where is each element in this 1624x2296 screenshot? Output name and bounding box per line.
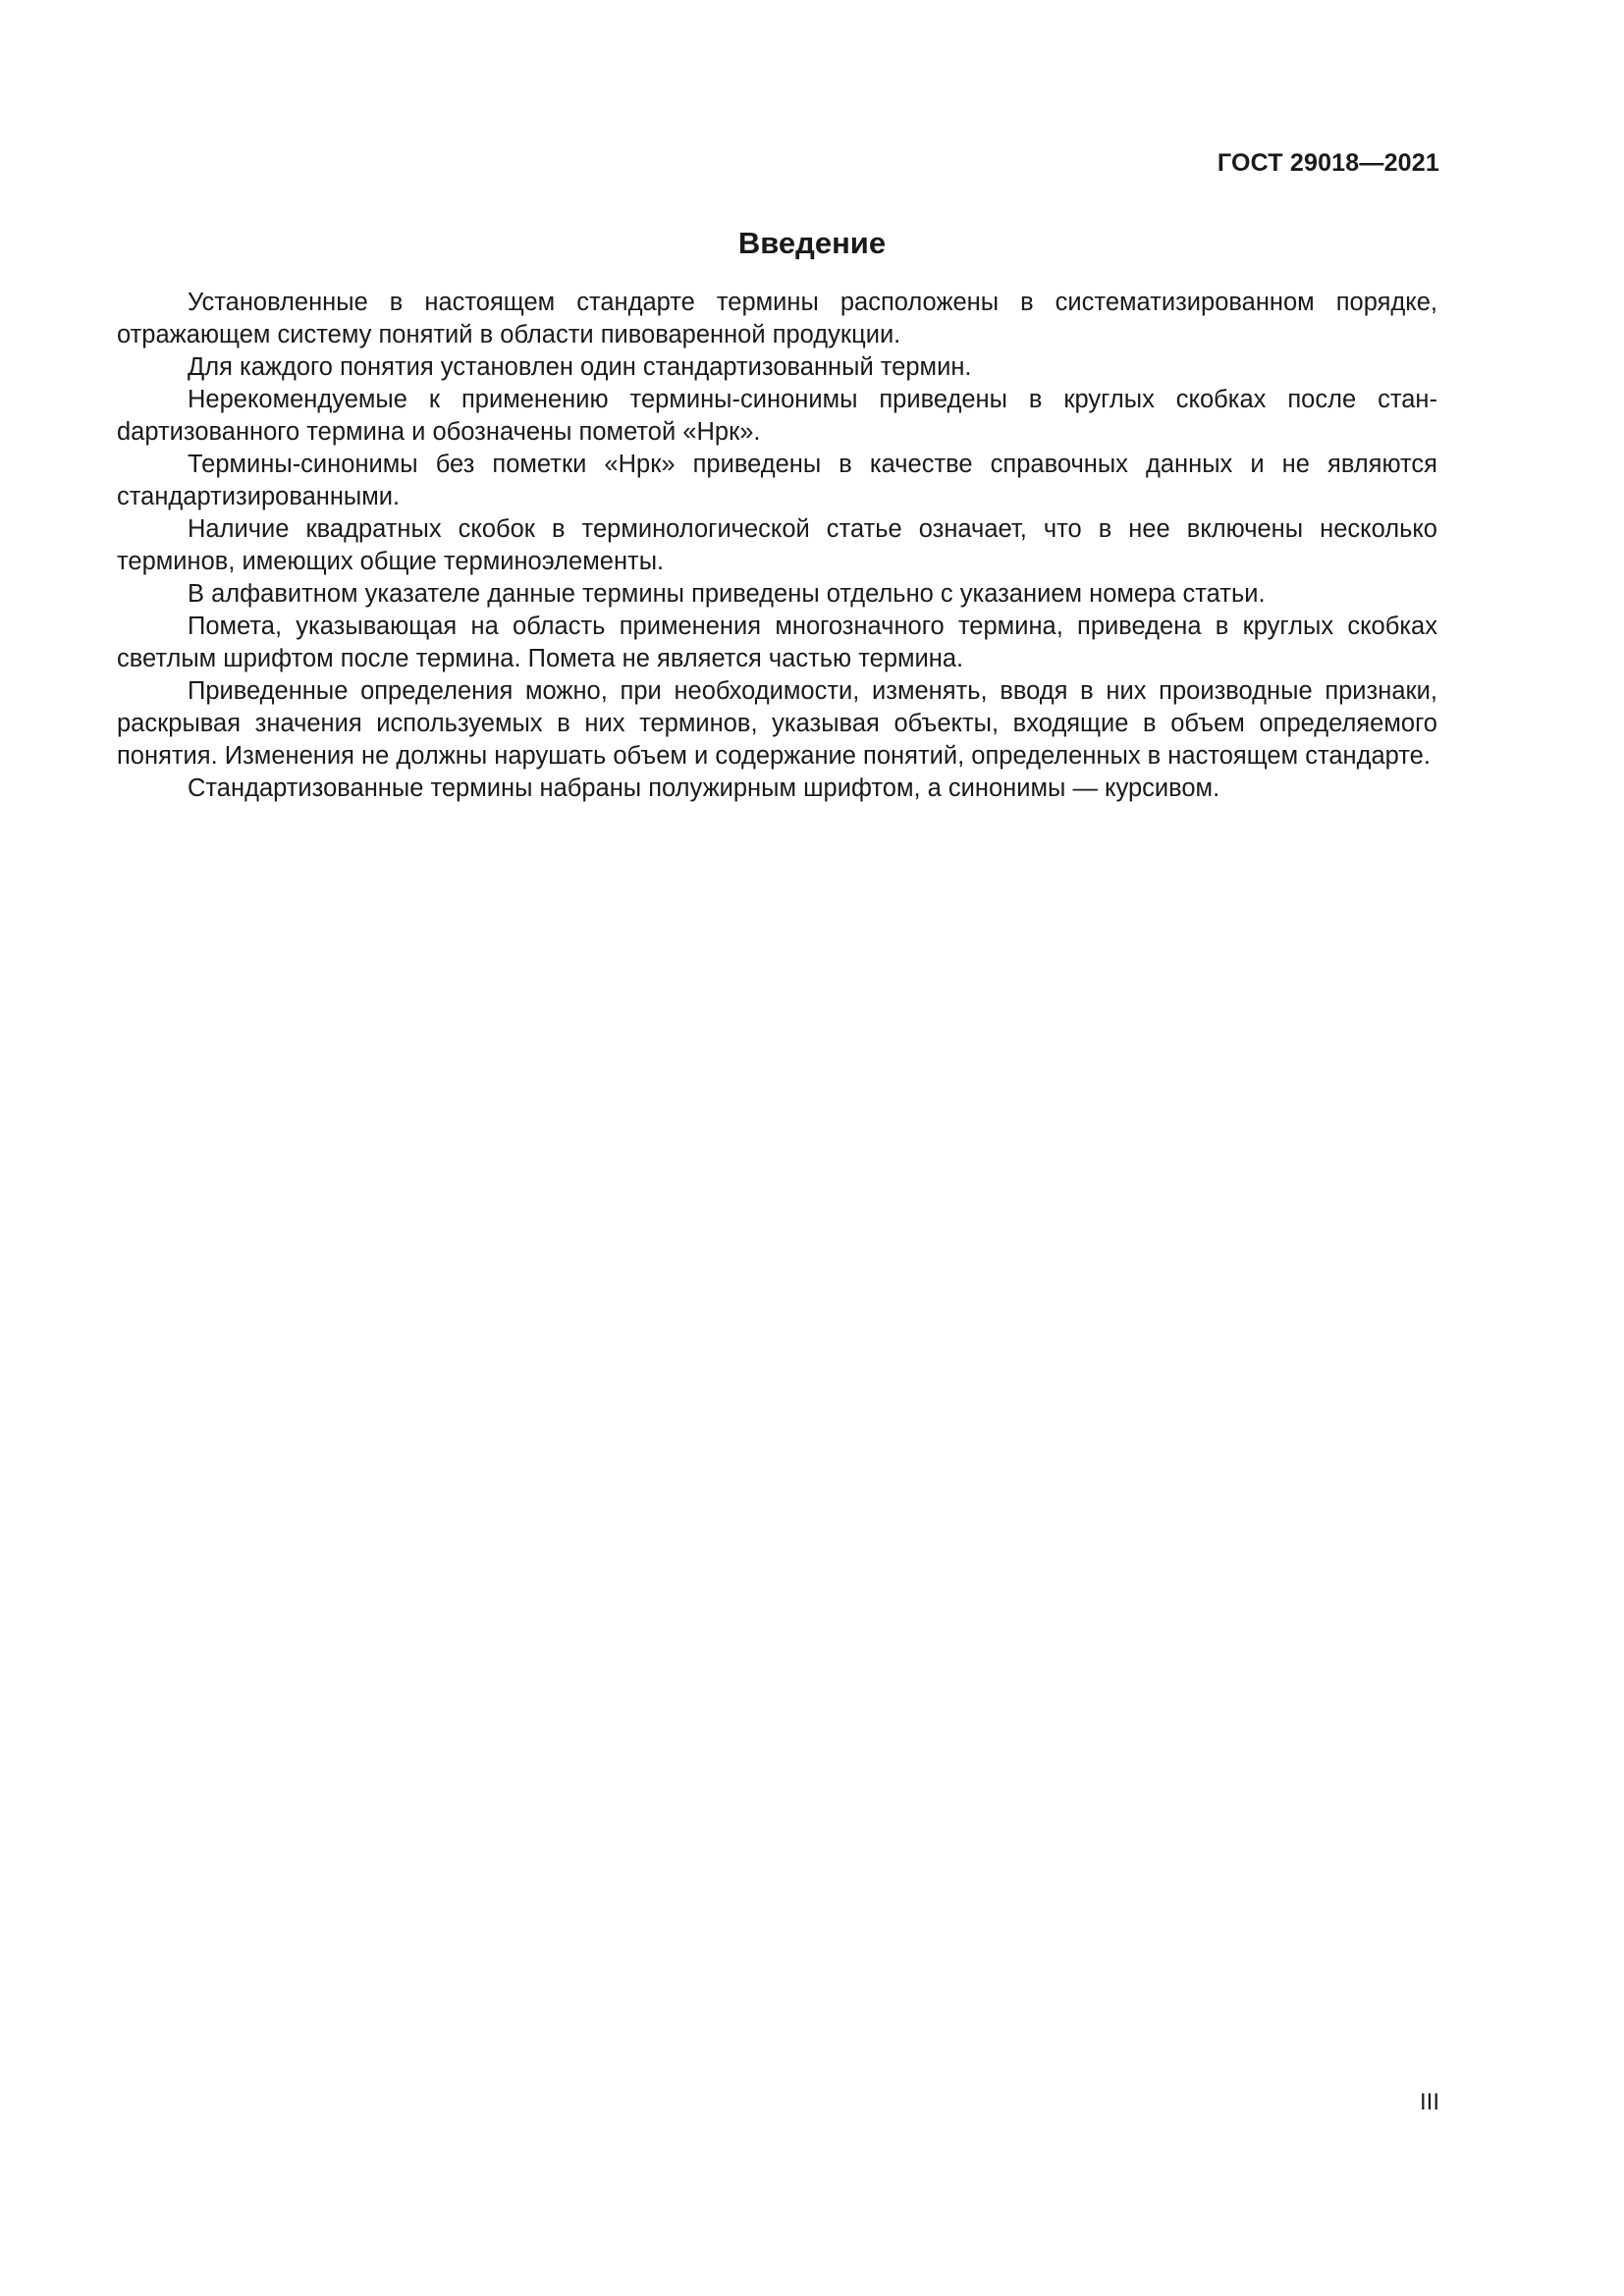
page-number: III <box>1419 2089 1439 2115</box>
introduction-body <box>117 287 1437 805</box>
paragraph-5: Наличие квадратных скобок в терминологической статье означает, что в нее включены несколько терминов, имеющих общие терминоэлементы. <box>117 515 1437 575</box>
paragraph-4: Термины-синонимы без пометки «Нрк» приведены в качестве справочных данных и не являются стандартизированными. <box>117 451 1437 510</box>
paragraph-7: Помета, указывающая на область применения многозначного термина, приведена в круглых скобках светлым шрифтом после термина. Помета не является частью термина. <box>117 613 1437 672</box>
paragraph-2: Для каждого понятия установлен один стандартизованный термин. <box>188 353 972 381</box>
paragraph-1: Установленные в настоящем стандарте термины расположены в систематизированном порядке, отражающем систему понятий в области пивоваренной продукции. <box>117 289 1437 348</box>
paragraph-3: Нерекомендуемые к применению термины-синонимы приведены в круглых скобках после станdартизованного термина и обозначены пометой «Нрк». <box>117 386 1437 446</box>
paragraph-8: Приведенные определения можно, при необходимости, изменять, вводя в них производные признаки, раскрывая значения используемых в них терминов, указывая объекты, входящие в объем определяемого понятия. Изменения не должны нарушать объем и содержание понятий, определенных в настоящем стандарте. <box>117 677 1437 770</box>
document-code: ГОСТ 29018—2021 <box>1217 149 1439 177</box>
paragraph-6: В алфавитном указателе данные термины приведены отдельно с указанием номера статьи. <box>188 580 1266 608</box>
section-title: Введение <box>737 226 887 260</box>
paragraph-9: Стандартизованные термины набраны полужирным шрифтом, а синонимы — курсивом. <box>188 774 1220 802</box>
